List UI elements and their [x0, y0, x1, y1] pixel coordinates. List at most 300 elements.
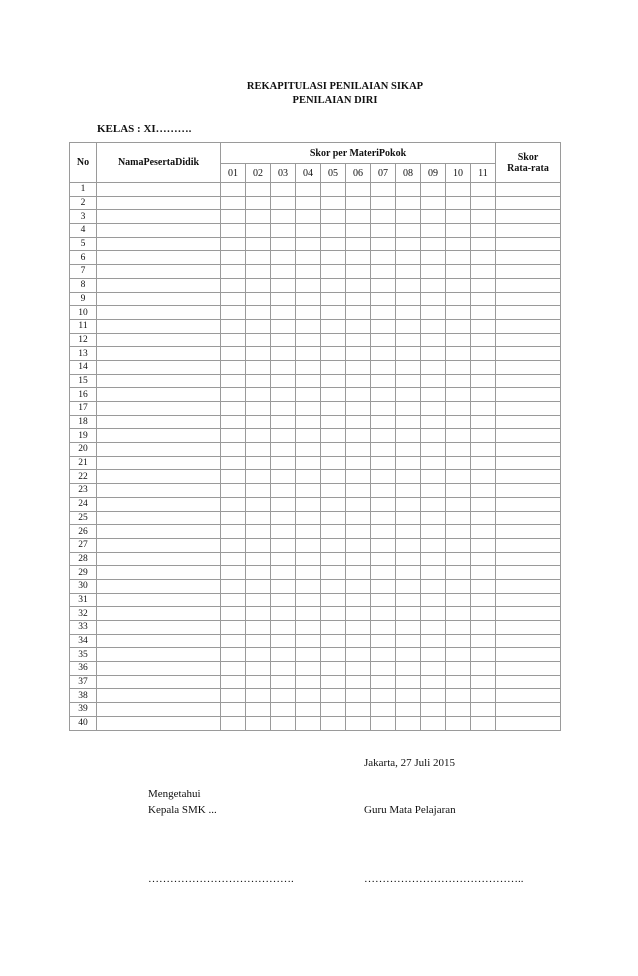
score-cell: [421, 525, 446, 539]
score-cell: [446, 374, 471, 388]
table-row: [70, 703, 561, 717]
acknowledged-label: Mengetahui: [148, 788, 201, 800]
score-cell: [446, 456, 471, 470]
score-cell: [371, 484, 396, 498]
score-cell: [396, 689, 421, 703]
score-cell: [246, 484, 271, 498]
student-name-cell: [97, 319, 221, 333]
score-cell: [371, 415, 396, 429]
score-cell: [221, 319, 246, 333]
score-cell: [396, 443, 421, 457]
score-cell: [471, 333, 496, 347]
score-cell: [296, 237, 321, 251]
score-cell: [221, 470, 246, 484]
score-cell: [296, 552, 321, 566]
score-cell: [396, 251, 421, 265]
student-name-cell: [97, 183, 221, 197]
table-row: [70, 662, 561, 676]
score-cell: [296, 360, 321, 374]
topic-number-header: 02: [246, 164, 271, 183]
score-cell: [446, 621, 471, 635]
score-cell: [421, 415, 446, 429]
score-cell: [371, 237, 396, 251]
average-cell: [496, 607, 561, 621]
score-cell: [446, 402, 471, 416]
average-cell: [496, 593, 561, 607]
score-cell: [371, 470, 396, 484]
score-cell: [271, 333, 296, 347]
row-number: 26: [70, 525, 97, 539]
student-name-cell: [97, 716, 221, 730]
score-cell: [221, 566, 246, 580]
score-cell: [321, 716, 346, 730]
score-cell: [396, 621, 421, 635]
topic-number-header: 11: [471, 164, 496, 183]
row-number: 28: [70, 552, 97, 566]
score-cell: [321, 265, 346, 279]
score-cell: [271, 196, 296, 210]
score-cell: [421, 634, 446, 648]
row-number: 17: [70, 402, 97, 416]
score-cell: [446, 183, 471, 197]
score-cell: [396, 703, 421, 717]
score-cell: [271, 593, 296, 607]
score-cell: [296, 210, 321, 224]
score-cell: [396, 374, 421, 388]
score-cell: [421, 319, 446, 333]
score-cell: [471, 443, 496, 457]
topic-number-header: 10: [446, 164, 471, 183]
score-cell: [471, 621, 496, 635]
score-cell: [296, 224, 321, 238]
average-cell: [496, 443, 561, 457]
score-cell: [221, 265, 246, 279]
score-cell: [296, 566, 321, 580]
row-number: 21: [70, 456, 97, 470]
score-cell: [396, 607, 421, 621]
average-cell: [496, 579, 561, 593]
score-cell: [396, 525, 421, 539]
score-cell: [246, 333, 271, 347]
score-cell: [371, 292, 396, 306]
score-cell: [271, 374, 296, 388]
score-cell: [346, 689, 371, 703]
score-cell: [271, 224, 296, 238]
average-cell: [496, 470, 561, 484]
score-cell: [271, 511, 296, 525]
score-cell: [396, 210, 421, 224]
score-cell: [396, 429, 421, 443]
score-cell: [396, 265, 421, 279]
score-cell: [246, 689, 271, 703]
score-cell: [421, 224, 446, 238]
average-cell: [496, 360, 561, 374]
table-row: [70, 237, 561, 251]
score-cell: [346, 621, 371, 635]
score-cell: [296, 703, 321, 717]
score-cell: [396, 552, 421, 566]
score-cell: [296, 443, 321, 457]
score-cell: [321, 319, 346, 333]
score-cell: [321, 634, 346, 648]
score-cell: [296, 593, 321, 607]
student-name-cell: [97, 593, 221, 607]
score-cell: [396, 675, 421, 689]
score-cell: [246, 525, 271, 539]
score-cell: [446, 429, 471, 443]
score-cell: [321, 593, 346, 607]
score-cell: [471, 292, 496, 306]
score-cell: [396, 662, 421, 676]
score-cell: [446, 333, 471, 347]
score-cell: [446, 511, 471, 525]
score-cell: [396, 224, 421, 238]
score-cell: [446, 210, 471, 224]
student-name-cell: [97, 525, 221, 539]
row-number: 30: [70, 579, 97, 593]
average-cell: [496, 319, 561, 333]
score-cell: [421, 662, 446, 676]
score-cell: [321, 511, 346, 525]
score-cell: [321, 292, 346, 306]
score-cell: [346, 347, 371, 361]
score-cell: [296, 278, 321, 292]
score-cell: [471, 429, 496, 443]
average-cell: [496, 621, 561, 635]
score-cell: [421, 566, 446, 580]
score-cell: [221, 374, 246, 388]
score-cell: [421, 360, 446, 374]
score-cell: [296, 525, 321, 539]
row-number: 14: [70, 360, 97, 374]
score-cell: [271, 648, 296, 662]
score-cell: [221, 675, 246, 689]
score-cell: [371, 566, 396, 580]
score-cell: [321, 538, 346, 552]
student-name-cell: [97, 538, 221, 552]
score-cell: [421, 716, 446, 730]
score-cell: [446, 525, 471, 539]
score-cell: [271, 306, 296, 320]
table-row: [70, 607, 561, 621]
score-cell: [471, 689, 496, 703]
score-cell: [396, 497, 421, 511]
score-cell: [371, 675, 396, 689]
score-cell: [371, 607, 396, 621]
score-cell: [296, 484, 321, 498]
score-cell: [421, 402, 446, 416]
score-cell: [271, 525, 296, 539]
table-row: [70, 183, 561, 197]
score-cell: [271, 251, 296, 265]
score-cell: [471, 265, 496, 279]
score-cell: [396, 648, 421, 662]
score-cell: [321, 703, 346, 717]
average-cell: [496, 648, 561, 662]
score-cell: [221, 333, 246, 347]
score-cell: [446, 319, 471, 333]
score-cell: [421, 374, 446, 388]
score-cell: [471, 538, 496, 552]
table-row: [70, 566, 561, 580]
topic-number-header: 05: [321, 164, 346, 183]
score-cell: [446, 237, 471, 251]
score-cell: [471, 224, 496, 238]
student-name-cell: [97, 388, 221, 402]
student-name-cell: [97, 443, 221, 457]
score-cell: [396, 579, 421, 593]
score-cell: [321, 388, 346, 402]
score-cell: [246, 675, 271, 689]
row-number: 18: [70, 415, 97, 429]
table-row: [70, 278, 561, 292]
score-cell: [321, 251, 346, 265]
table-row: [70, 224, 561, 238]
score-cell: [346, 292, 371, 306]
score-cell: [396, 333, 421, 347]
score-cell: [446, 360, 471, 374]
student-name-cell: [97, 306, 221, 320]
score-cell: [421, 552, 446, 566]
score-cell: [221, 388, 246, 402]
score-cell: [246, 566, 271, 580]
row-number: 1: [70, 183, 97, 197]
score-cell: [321, 443, 346, 457]
score-cell: [271, 278, 296, 292]
header-score-per-topic: Skor per MateriPokok: [221, 143, 496, 164]
score-cell: [321, 456, 346, 470]
score-cell: [246, 429, 271, 443]
row-number: 11: [70, 319, 97, 333]
row-number: 36: [70, 662, 97, 676]
average-cell: [496, 347, 561, 361]
score-cell: [371, 210, 396, 224]
score-cell: [471, 675, 496, 689]
score-cell: [246, 538, 271, 552]
row-number: 13: [70, 347, 97, 361]
table-row: [70, 689, 561, 703]
score-cell: [396, 484, 421, 498]
score-cell: [371, 552, 396, 566]
score-cell: [471, 196, 496, 210]
topic-number-header: 06: [346, 164, 371, 183]
row-number: 29: [70, 566, 97, 580]
topic-number-header: 01: [221, 164, 246, 183]
score-cell: [221, 183, 246, 197]
score-cell: [371, 251, 396, 265]
score-cell: [371, 402, 396, 416]
score-cell: [371, 388, 396, 402]
score-cell: [296, 265, 321, 279]
score-cell: [371, 525, 396, 539]
score-cell: [271, 716, 296, 730]
score-cell: [371, 429, 396, 443]
score-cell: [221, 579, 246, 593]
score-cell: [346, 265, 371, 279]
row-number: 25: [70, 511, 97, 525]
score-cell: [271, 443, 296, 457]
score-cell: [321, 621, 346, 635]
score-cell: [346, 429, 371, 443]
student-name-cell: [97, 333, 221, 347]
row-number: 22: [70, 470, 97, 484]
header-average-line2: Rata-rata: [507, 162, 549, 174]
score-cell: [421, 607, 446, 621]
score-cell: [296, 607, 321, 621]
score-cell: [471, 607, 496, 621]
score-cell: [221, 360, 246, 374]
score-cell: [271, 429, 296, 443]
table-row: [70, 333, 561, 347]
score-cell: [221, 415, 246, 429]
score-cell: [421, 648, 446, 662]
student-rows: [70, 183, 561, 731]
average-cell: [496, 415, 561, 429]
score-cell: [446, 607, 471, 621]
average-cell: [496, 196, 561, 210]
score-cell: [246, 456, 271, 470]
score-cell: [346, 497, 371, 511]
score-cell: [446, 579, 471, 593]
row-number: 8: [70, 278, 97, 292]
row-number: 20: [70, 443, 97, 457]
table-row: [70, 552, 561, 566]
score-cell: [471, 360, 496, 374]
row-number: 40: [70, 716, 97, 730]
score-cell: [396, 237, 421, 251]
row-number: 24: [70, 497, 97, 511]
score-cell: [321, 237, 346, 251]
table-row: [70, 402, 561, 416]
score-cell: [321, 648, 346, 662]
score-cell: [371, 511, 396, 525]
score-cell: [271, 402, 296, 416]
score-cell: [471, 237, 496, 251]
score-cell: [296, 675, 321, 689]
score-cell: [296, 511, 321, 525]
topic-number-header: 07: [371, 164, 396, 183]
score-cell: [271, 319, 296, 333]
table-row: [70, 347, 561, 361]
score-cell: [246, 579, 271, 593]
average-cell: [496, 689, 561, 703]
student-name-cell: [97, 265, 221, 279]
score-cell: [371, 497, 396, 511]
score-cell: [396, 347, 421, 361]
score-cell: [321, 306, 346, 320]
score-cell: [471, 566, 496, 580]
score-cell: [296, 634, 321, 648]
score-cell: [271, 607, 296, 621]
score-cell: [396, 292, 421, 306]
table-row: [70, 538, 561, 552]
teacher-label: Guru Mata Pelajaran: [364, 804, 456, 816]
score-cell: [421, 429, 446, 443]
student-name-cell: [97, 278, 221, 292]
average-cell: [496, 183, 561, 197]
row-number: 16: [70, 388, 97, 402]
row-number: 7: [70, 265, 97, 279]
score-cell: [296, 292, 321, 306]
score-cell: [271, 456, 296, 470]
score-cell: [221, 607, 246, 621]
score-cell: [296, 429, 321, 443]
score-cell: [321, 566, 346, 580]
score-cell: [271, 634, 296, 648]
score-cell: [371, 538, 396, 552]
score-cell: [221, 497, 246, 511]
score-cell: [321, 374, 346, 388]
row-number: 33: [70, 621, 97, 635]
score-cell: [221, 443, 246, 457]
student-name-cell: [97, 429, 221, 443]
score-cell: [246, 716, 271, 730]
topic-number-header: 09: [421, 164, 446, 183]
score-cell: [296, 347, 321, 361]
score-cell: [446, 484, 471, 498]
score-cell: [371, 662, 396, 676]
score-cell: [296, 497, 321, 511]
student-name-cell: [97, 347, 221, 361]
score-cell: [446, 388, 471, 402]
score-cell: [221, 703, 246, 717]
score-cell: [221, 347, 246, 361]
score-cell: [271, 183, 296, 197]
score-cell: [246, 278, 271, 292]
average-cell: [496, 237, 561, 251]
score-cell: [346, 566, 371, 580]
score-cell: [396, 388, 421, 402]
score-cell: [446, 566, 471, 580]
score-cell: [471, 456, 496, 470]
score-cell: [296, 621, 321, 635]
score-cell: [271, 703, 296, 717]
score-cell: [446, 716, 471, 730]
score-cell: [246, 703, 271, 717]
score-cell: [346, 224, 371, 238]
score-cell: [421, 621, 446, 635]
student-name-cell: [97, 196, 221, 210]
score-cell: [346, 552, 371, 566]
average-cell: [496, 388, 561, 402]
header-average-line1: Skor: [517, 151, 539, 163]
average-cell: [496, 402, 561, 416]
score-cell: [271, 689, 296, 703]
score-cell: [296, 251, 321, 265]
score-cell: [421, 183, 446, 197]
score-cell: [471, 511, 496, 525]
table-row: [70, 621, 561, 635]
score-cell: [271, 662, 296, 676]
score-cell: [446, 265, 471, 279]
score-cell: [296, 662, 321, 676]
score-cell: [371, 374, 396, 388]
score-cell: [471, 716, 496, 730]
score-cell: [421, 292, 446, 306]
score-cell: [396, 415, 421, 429]
row-number: 3: [70, 210, 97, 224]
score-cell: [296, 470, 321, 484]
score-cell: [346, 456, 371, 470]
score-cell: [371, 634, 396, 648]
score-cell: [371, 319, 396, 333]
score-cell: [321, 675, 346, 689]
score-cell: [246, 237, 271, 251]
average-cell: [496, 634, 561, 648]
score-cell: [471, 183, 496, 197]
score-cell: [346, 196, 371, 210]
score-cell: [421, 443, 446, 457]
